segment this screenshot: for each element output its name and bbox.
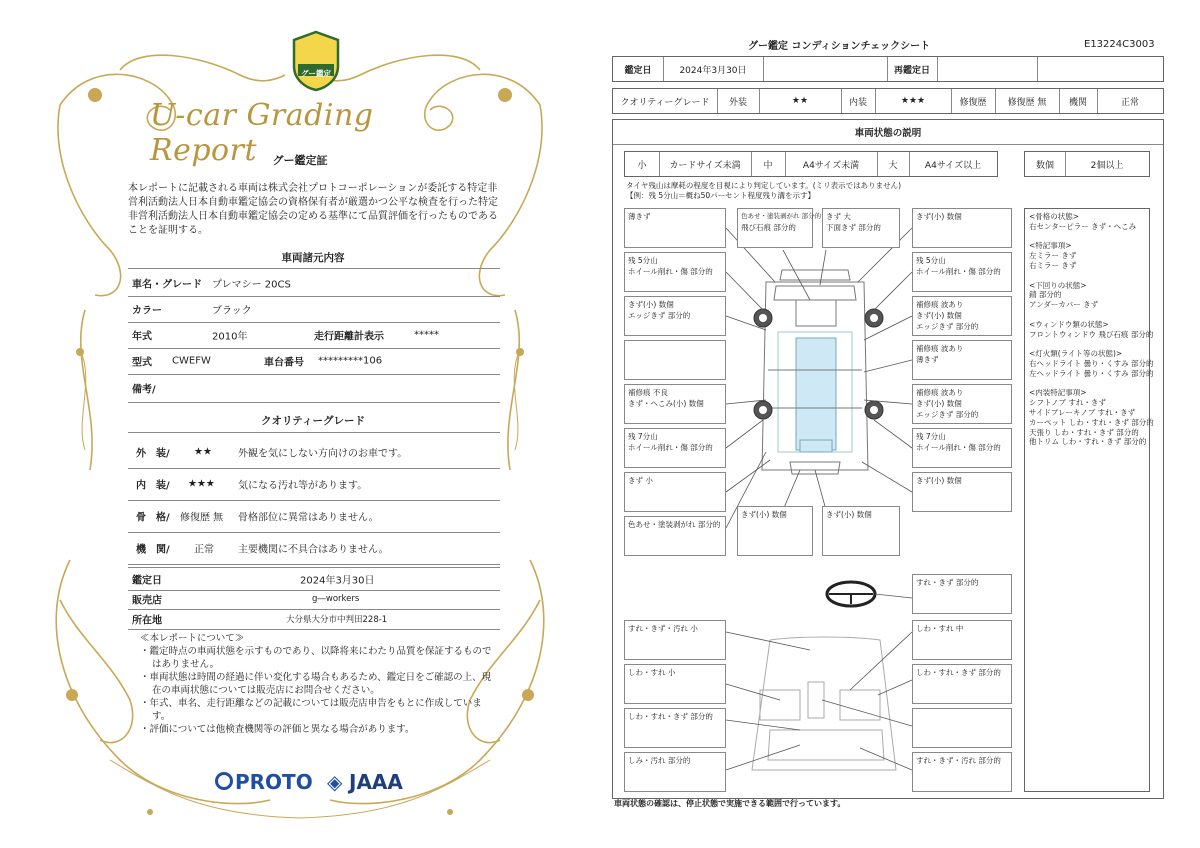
footer-note: 車両状態の確認は、停止状態で実施できる範囲で行っています。 xyxy=(614,799,846,808)
frame-desc: 骨格部位に異常はありません。 xyxy=(238,512,379,524)
damage-box-front-left: 薄きず xyxy=(624,208,726,248)
damage-box-left-fender: きず(小) 数個 エッジきず 部分的 xyxy=(624,296,726,336)
spec-heading: 車両諸元内容 xyxy=(281,252,345,264)
tire-box-front-left: 残 5分山 ホイール削れ・傷 部分的 xyxy=(624,252,726,292)
summary-line: <骨格の状態> xyxy=(1029,212,1080,221)
size-small: 小 xyxy=(625,152,660,176)
interior-box-dashboard: すれ・きず・汚れ 小 xyxy=(624,620,726,660)
badge-label: グー鑑定 xyxy=(301,69,331,78)
partner-logos xyxy=(215,768,415,802)
tire-note: タイヤ残山は摩耗の程度を目視により判定しています。(ミリ表示ではありません) xyxy=(626,181,902,190)
tire-box-rear-left: 残 7分山 ホイール削れ・傷 部分的 xyxy=(624,428,726,468)
repair-value: 修復歴 無 xyxy=(995,89,1060,113)
note-item: ・鑑定時点の車両状態を示すものであり、以降将来にわたり品質を保証するものではありません。 xyxy=(140,646,492,670)
ext-label: 外装 xyxy=(717,89,760,113)
name-label: 車名・グレード xyxy=(132,279,202,291)
count-desc: 2個以上 xyxy=(1090,160,1124,171)
condition-heading: 車両状態の説明 xyxy=(613,120,1163,145)
dealer-value: g―workers xyxy=(312,594,360,604)
mileage-value: ***** xyxy=(414,329,439,341)
damage-box-left-rear-door: 補修痕 不良 きず・へこみ(小) 数個 xyxy=(624,384,726,424)
damage-box-rear-bumper: きず(小) 数個 xyxy=(737,506,813,556)
sheet-code: E13224C3003 xyxy=(1084,39,1155,50)
interior-box-right-trim: しわ・すれ・きず 部分的 xyxy=(912,664,1012,704)
date-value: 2024年3月30日 xyxy=(663,57,764,81)
grade-row-interior xyxy=(128,468,500,501)
address-value: 大分県大分市中判田228-1 xyxy=(286,615,388,625)
chassis-label: 車台番号 xyxy=(264,357,304,369)
spec-row-model xyxy=(128,348,500,375)
summary-line: 右センターピラー きず・へこみ xyxy=(1029,221,1137,231)
spec-row-year xyxy=(128,322,500,349)
engine-label: 機 関/ xyxy=(136,544,170,556)
note-item: ・車両状態は時間の経過に伴い変化する場合もあるため、鑑定日をご確認の上、現在の車両状態については販売店にお問合せください。 xyxy=(140,672,492,696)
date-label: 鑑定日 xyxy=(613,57,664,81)
interior-box-left-trim: しわ・すれ・きず 部分的 xyxy=(624,708,726,748)
summary-line: <灯火類(ライト等の状態)> xyxy=(1029,349,1123,359)
tire-box-front-right: 残 5分山 ホイール削れ・傷 部分的 xyxy=(912,252,1012,292)
exterior-label: 外 装/ xyxy=(136,448,170,460)
summary-line: 左ミラー きず xyxy=(1029,251,1077,261)
summary-line: <内装特記事項> xyxy=(1029,388,1087,398)
remarks-label: 備考/ xyxy=(132,384,156,396)
exterior-desc: 外観を気にしない方向けのお車です。 xyxy=(238,448,408,460)
notes-title: ≪本レポートについて≫ xyxy=(140,633,245,644)
interior-desc: 気になる汚れ等があります。 xyxy=(238,480,368,492)
size-mid: 中 xyxy=(751,152,786,176)
size-large-desc: A4サイズ以上 xyxy=(924,160,982,171)
spec-row-remarks xyxy=(128,374,500,403)
interior-box-steering: すれ・きず 部分的 xyxy=(912,574,1012,614)
proto-logo-text: PROTO xyxy=(235,770,313,794)
damage-box-right-rear-door: 補修痕 波あり きず(小) 数個 エッジきず 部分的 xyxy=(912,384,1012,424)
summary-line: 右ヘッドライト 曇り・くすみ 部分的 xyxy=(1029,358,1154,368)
report-notes xyxy=(140,632,500,736)
quality-heading: クオリティーグレード xyxy=(261,415,365,427)
engine-value: 正常 xyxy=(194,544,214,556)
grade-row-frame xyxy=(128,500,500,533)
divider xyxy=(128,432,500,433)
name-value: プレマシー 20CS xyxy=(212,279,291,291)
summary-line: シフトノブ すれ・きず xyxy=(1029,398,1106,408)
int-value: ★★★ xyxy=(875,89,952,113)
address-label: 所在地 xyxy=(132,615,162,627)
spec-row-color xyxy=(128,296,500,323)
summary-line: 他トリム しわ・すれ・きず 部分的 xyxy=(1029,437,1147,447)
count-label: 数個 xyxy=(1025,152,1066,176)
certificate-heading: グー鑑定証 xyxy=(272,154,328,167)
chassis-value: *********106 xyxy=(318,355,383,367)
damage-box-rear-left: きず 小 xyxy=(624,472,726,512)
summary-line: フロントウィンドウ 飛び石痕 部分的 xyxy=(1029,329,1154,339)
interior-box-console xyxy=(912,708,1012,748)
frame-label: 骨 格/ xyxy=(136,512,170,524)
divider xyxy=(128,268,500,269)
certificate-statement: 本レポートに記載される車両は株式会社プロトコーポレーションが委託する特定非営利活動法人日本自動車鑑定協会の資格保有者が厳選かつ公平な検査を行った特定非営利活動法人日本自動車鑑定協会の定める基準にて品質評価を行ったものであることを証明する。 xyxy=(128,183,498,236)
tire-note-example: 【例：残 5分山＝概ね50パーセント程度残り溝を示す】 xyxy=(626,191,816,200)
goo-badge-icon xyxy=(288,30,344,92)
engine-label: 機関 xyxy=(1059,89,1098,113)
damage-box-roof: 色あせ・塗装剥がれ 部分的 xyxy=(624,516,726,556)
interior-box-driver-seat: しわ・すれ 中 xyxy=(912,620,1012,660)
sheet-title: グー鑑定 コンディションチェックシート xyxy=(748,41,931,52)
summary-line: 右ミラー きず xyxy=(1029,260,1077,270)
summary-line: アンダーカバー きず xyxy=(1029,300,1099,310)
info-row-dealer xyxy=(128,589,500,610)
grade-row-exterior xyxy=(128,436,500,469)
ext-value: ★★ xyxy=(759,89,842,113)
grade-row-engine xyxy=(128,532,500,565)
year-value: 2010年 xyxy=(212,331,248,343)
size-mid-desc: A4サイズ未満 xyxy=(785,152,878,176)
summary-line: カーペット しわ・すれ・きず 部分的 xyxy=(1029,417,1154,427)
info-row-address xyxy=(128,609,500,630)
spec-row-name xyxy=(128,270,500,297)
int-label: 内装 xyxy=(841,89,876,113)
interior-box-rear-seat: しみ・汚れ 部分的 xyxy=(624,752,726,792)
dealer-label: 販売店 xyxy=(132,595,162,607)
damage-box-rear-right: きず(小) 数個 xyxy=(912,472,1012,512)
damage-box-front-glass: 色あせ・塗装剥がれ 部分的 飛び石痕 部分的 xyxy=(737,208,813,248)
report-title: U-car Grading Report xyxy=(150,98,374,168)
note-item: ・評価については他検査機関等の評価と異なる場合があります。 xyxy=(140,724,415,735)
model-label: 型式 xyxy=(132,357,152,369)
frame-value: 修復歴 無 xyxy=(180,512,224,524)
tire-box-rear-right: 残 7分山 ホイール削れ・傷 部分的 xyxy=(912,428,1012,468)
damage-box-back-door: きず(小) 数個 xyxy=(822,506,900,556)
damage-box-left-front-door xyxy=(624,340,726,380)
steering-wheel-icon xyxy=(827,582,875,606)
note-item: ・年式、車名、走行距離などの記載については販売店申告をもとに作成しています。 xyxy=(140,698,482,722)
engine-value: 正常 xyxy=(1120,97,1139,108)
interior-box-rear-trim: すれ・きず・汚れ 部分的 xyxy=(912,752,1012,792)
summary-line: <下回りの状態> xyxy=(1029,280,1087,290)
damage-box-right-fender: 補修痕 波あり きず(小) 数個 エッジきず 部分的 xyxy=(912,296,1012,336)
jaaa-logo-icon: ◈ xyxy=(327,770,343,794)
interior-stars: ★★★ xyxy=(188,478,215,490)
year-label: 年式 xyxy=(132,331,152,343)
summary-line: <特記事項> xyxy=(1029,241,1072,251)
size-small-desc: カードサイズ未満 xyxy=(659,152,752,176)
summary-line: <ウィンドウ類の状態> xyxy=(1029,319,1109,329)
engine-desc: 主要機関に不具合はありません。 xyxy=(238,544,389,556)
proto-logo-icon xyxy=(215,772,233,790)
interior-box-passenger-seat: しわ・すれ 小 xyxy=(624,664,726,704)
damage-box-front-bumper: きず 大 下面きず 部分的 xyxy=(822,208,900,248)
quality-label: クオリティーグレード xyxy=(613,89,718,113)
date-label: 鑑定日 xyxy=(132,575,162,587)
color-value: ブラック xyxy=(212,305,252,317)
repair-label: 修復歴 xyxy=(951,89,996,113)
condition-check-sheet xyxy=(600,0,1200,848)
info-row-date xyxy=(128,567,500,591)
mileage-label: 走行距離計表示 xyxy=(314,331,384,343)
summary-line: 天張り しわ・すれ・きず 部分的 xyxy=(1029,427,1139,437)
size-large: 大 xyxy=(877,152,910,176)
damage-box-front-right: きず(小) 数個 xyxy=(912,208,1012,248)
interior-label: 内 装/ xyxy=(136,480,170,492)
date-value: 2024年3月30日 xyxy=(300,575,375,587)
exterior-stars: ★★ xyxy=(194,446,212,458)
color-label: カラー xyxy=(132,305,162,317)
jaaa-logo-text: JAAA xyxy=(349,770,403,794)
summary-line: サイドブレーキノブ すれ・きず xyxy=(1029,407,1136,417)
summary-line: 左ヘッドライト 曇り・くすみ 部分的 xyxy=(1029,368,1154,378)
model-value: CWEFW xyxy=(172,355,211,367)
summary-line: 錆 部分的 xyxy=(1029,290,1062,300)
damage-box-right-front-door: 補修痕 波あり 薄きず xyxy=(912,340,1012,380)
reinspect-label: 再鑑定日 xyxy=(887,57,938,81)
